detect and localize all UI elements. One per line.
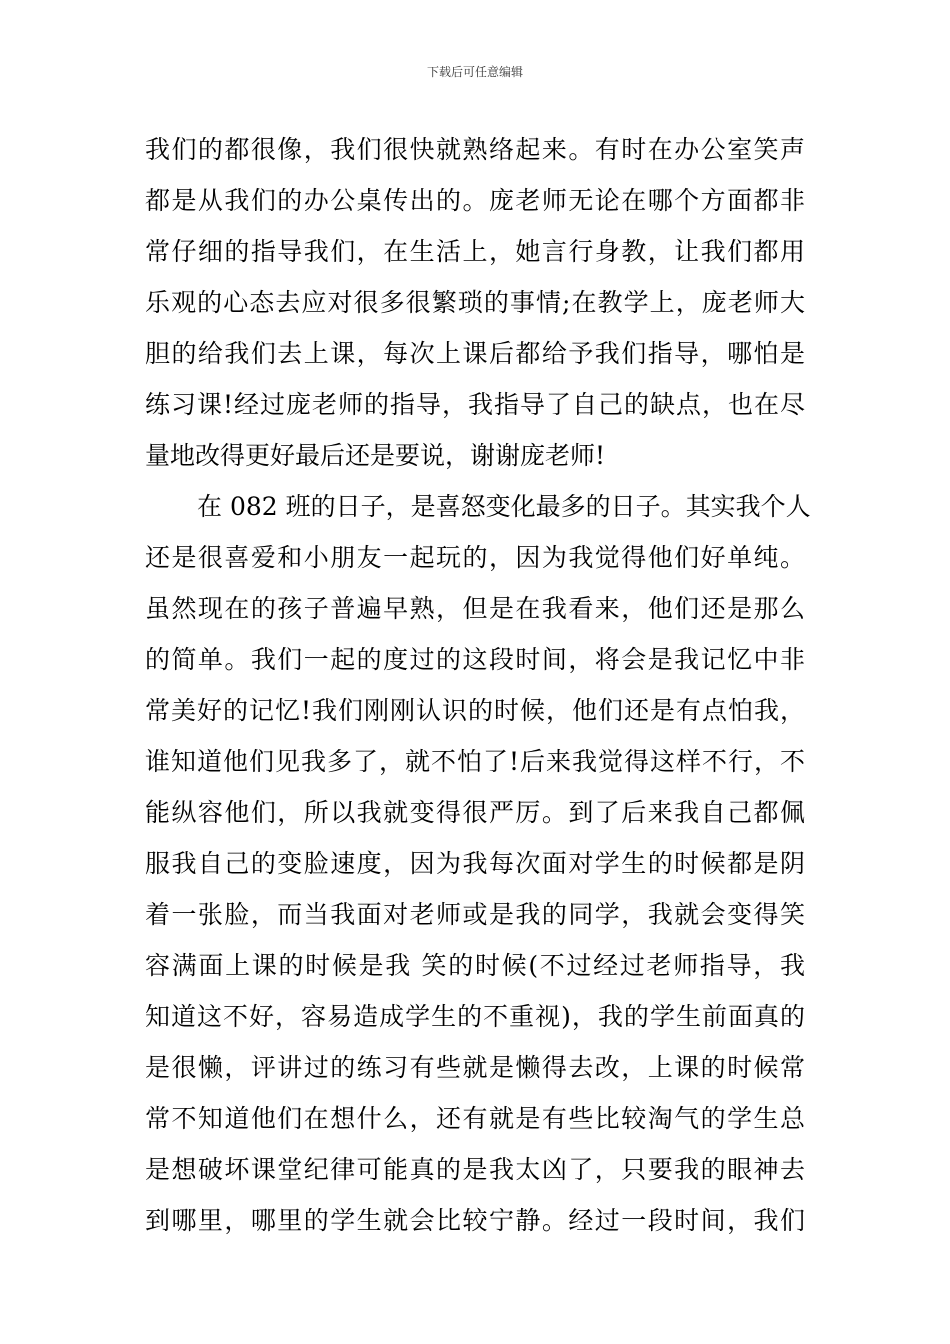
text-line: 是想破坏课堂纪律可能真的是我太凶了，只要我的眼神去 (145, 1155, 805, 1184)
text-line: 着一张脸，而当我面对老师或是我的同学，我就会变得笑 (145, 900, 805, 929)
text-line: 虽然现在的孩子普遍早熟，但是在我看来，他们还是那么 (145, 594, 805, 623)
text-line: 都是从我们的办公桌传出的。庞老师无论在哪个方面都非 (145, 186, 805, 215)
text-line: 练习课!经过庞老师的指导，我指导了自己的缺点，也在尽 (145, 390, 805, 419)
text-line: 还是很喜爱和小朋友一起玩的，因为我觉得他们好单纯。 (145, 543, 805, 572)
text-line: 乐观的心态去应对很多很繁琐的事情;在教学上，庞老师大 (145, 288, 805, 317)
text-line: 量地改得更好最后还是要说，谢谢庞老师! (145, 441, 606, 470)
paragraph (145, 481, 811, 1246)
text-line: 容满面上课的时候是我 笑的时候(不过经过老师指导，我 (145, 951, 805, 980)
text-line: 胆的给我们去上课，每次上课后都给予我们指导，哪怕是 (145, 339, 805, 368)
document-body (145, 124, 811, 1246)
text-line: 常仔细的指导我们，在生活上，她言行身教，让我们都用 (145, 237, 805, 266)
text-line: 常不知道他们在想什么，还有就是有些比较淘气的学生总 (145, 1104, 805, 1133)
text-line: 知道这不好，容易造成学生的不重视)，我的学生前面真的 (145, 1002, 805, 1031)
text-line: 能纵容他们，所以我就变得很严厉。到了后来我自己都佩 (145, 798, 805, 827)
text-line: 的简单。我们一起的度过的这段时间，将会是我记忆中非 (145, 645, 805, 674)
page-header: 下载后可任意编辑 (426, 65, 523, 79)
paragraph (145, 124, 805, 481)
text-line: 服我自己的变脸速度，因为我每次面对学生的时候都是阴 (145, 849, 805, 878)
text-line: 谁知道他们见我多了，就不怕了!后来我觉得这样不行，不 (145, 747, 805, 776)
text-line: 常美好的记忆!我们刚刚认识的时候，他们还是有点怕我， (145, 696, 805, 725)
text-line: 到哪里，哪里的学生就会比较宁静。经过一段时间，我们 (145, 1206, 805, 1235)
text-line: 我们的都很像，我们很快就熟络起来。有时在办公室笑声 (145, 135, 805, 164)
text-line: 在 082 班的日子，是喜怒变化最多的日子。其实我个人 (197, 492, 811, 521)
text-line: 是很懒，评讲过的练习有些就是懒得去改，上课的时候常 (145, 1053, 805, 1082)
